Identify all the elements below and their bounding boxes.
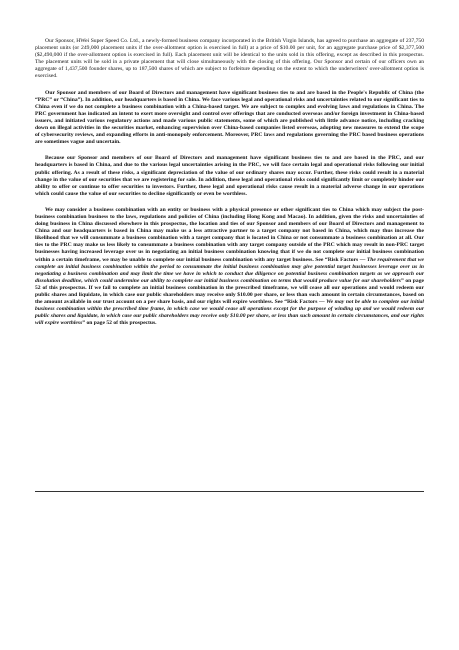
page-divider-rule	[35, 491, 424, 492]
sponsor-placement-paragraph: Our Sponsor, HWei Super Speed Co. Ltd., a newly-formed business company incorporated in the British Virgin Islands, has agreed to purchase an aggregate of 237,750 placement units (or 249,000 placement units if the over-allotment option is exercised in full) at a price of $10.00 per unit, for an aggregate purchase price of $2,377,500 ($2,490,000 if the over-allotment option is exercised in full). Each placement unit will be identical to the units sold in this offering, except as described in this prospectus. The placement units will be sold in a private placement that will close simultaneously with the closing of this offering. Our Sponsor and certain of our officers own an aggregate of 1,437,500 founder shares, up to 187,500 shares of which are subject to forfeiture depending on the extent to which the underwriters' over-allotment option is exercised.	[35, 38, 424, 80]
risk-text-part-3: ” on page 52 of this prospectus.	[82, 320, 157, 327]
business-combination-risk-paragraph	[35, 207, 424, 328]
risk-text-part-1: We may consider a business combination with an entity or business with a physical presence or other significant ties to China which may subject the post-business combination business to the laws, regulations and policies of China (including Hong Kong and Macao). In addition, given the risks and uncertainties of doing business in China discussed elsewhere in this prospectus, the location and ties of our Sponsor and members of our Board of Directors and management to China and our headquarters is based in China may make us a less attractive partner to a target company not based in China, which may thus increase the likelihood that we will consummate a business combination with a target company that is located in China or not consummate a business combination at all. Our ties to the PRC may make us less likely to consummate a business combination with any target company outside of the PRC which may result in non-PRC target businesses having increased leverage over us in negotiating an initial business combination knowing that if we do not complete our initial business combination within a certain timeframe, we may be unable to complete our initial business combination with any target business. See “Risk Factors —	[35, 206, 424, 263]
legal-operational-risk-paragraph: Because our Sponsor and members of our Board of Directors and management have significant business ties to and are based in the PRC, and our headquarters is based in China, and due to the various legal uncertainties arising in the PRC, we will face certain legal and operational risks following our initial public offering. As a result of these risks, a significant depreciation of the value of our ordinary shares may occur. Further, these risks could result in a material change in the value of our securities that we are registering for sale. In addition, these legal and operational risks could significantly limit or completely hinder our ability to offer or continue to offer securities to investors. Further, these legal and operational risks cause result in a material adverse change in our operations which could cause the value of our securities to decline significantly or even be worthless.	[35, 155, 424, 197]
risk-factor-reference-2: We may not be able to complete our initial business combination within the prescribed time frame, in which case we would cease all operations except for the purpose of winding up and we would redeem our public shares and liquidate, in which case our public shareholders may receive only $10.00 per share, or less than such amount in certain circumstances, and our rights will expire worthless	[35, 299, 424, 327]
risk-text-part-2: ” on page 52 of this prospectus. If we fail to complete an initial business combination in the prescribed timeframe, we will cease all our operations and would redeem our public shares and liquidate, in which case our public shareholders may receive only $10.00 per share, or less than such amount in certain circumstances, based on the amount available in our trust account on a per share basis, and our rights will expire worthless. See “Risk Factors —	[35, 277, 424, 306]
prc-ties-risk-paragraph: Our Sponsor and members of our Board of Directors and management have significant business ties to and are based in the People's Republic of China (the “PRC” or “China”). In addition, our headquarters is based in China. We face various legal and operational risks and uncertainties related to our significant ties to China even if we do not complete a business combination with a China-based target. We are subject to complex and evolving laws and regulations in China. The PRC government has indicated an intent to exert more oversight and control over offerings that are conducted overseas and/or foreign investment in China-based issuers, and initiated various regulatory actions and made various public statements, some of which are published with little advance notice, including cracking down on illegal activities in the securities market, enhancing supervision over China-based companies listed overseas, adopting new measures to extend the scope of cybersecurity reviews, and expanding efforts in anti-monopoly enforcement. Moreover, PRC laws and regulations governing the PRC based business operations are sometimes vague and uncertain.	[35, 89, 424, 146]
document-page	[35, 38, 424, 336]
risk-factor-reference-1: The requirement that we complete an initial business combination within the period to consummate the initial business combination may give potential target businesses leverage over us in negotiating a business combination and may limit the time we have in which to conduct due diligence on potential business combination targets as we approach our dissolution deadline, which could undermine our ability to complete our initial business combination on terms that would produce value for our shareholders	[35, 256, 424, 284]
